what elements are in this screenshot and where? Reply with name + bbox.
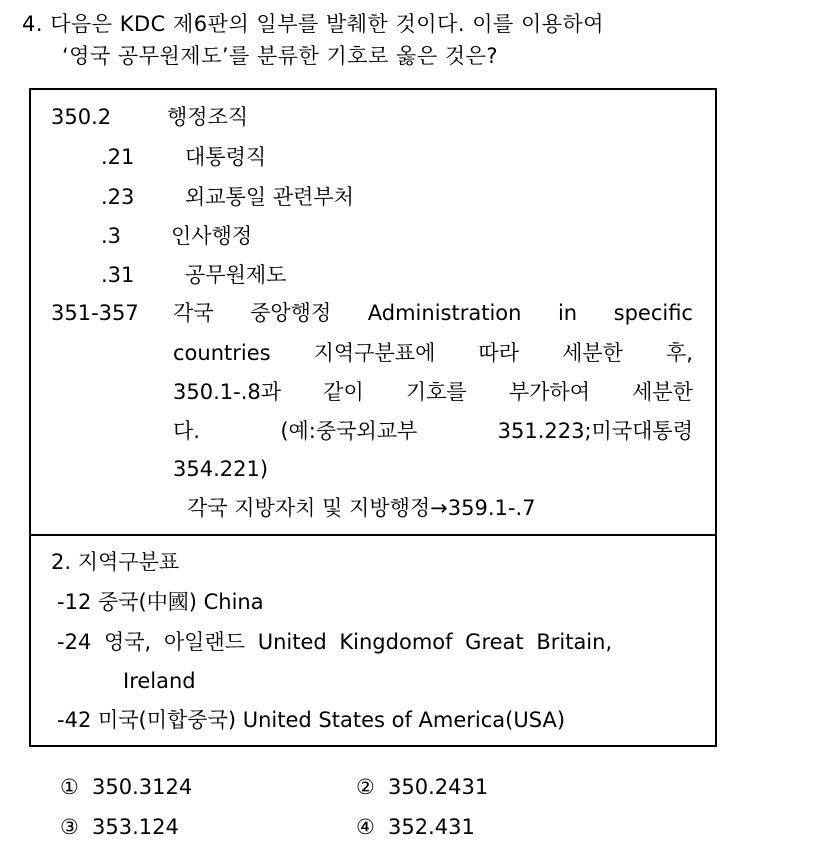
option-3[interactable] bbox=[60, 815, 179, 839]
schedule-code: .21 bbox=[101, 145, 135, 169]
schedule-text: 공무원제도 bbox=[185, 263, 287, 287]
schedule-text: 인사행정 bbox=[171, 224, 253, 248]
entry-line-5: 354.221) bbox=[173, 457, 269, 481]
entry-line-2: countries 지역구분표에 따라 세분한 후, bbox=[173, 341, 693, 365]
area-row-continuation: Ireland bbox=[123, 669, 196, 693]
entry-line-4: 다. (예:중국외교부 351.223;미국대통령 bbox=[173, 419, 693, 443]
option-4[interactable] bbox=[356, 815, 475, 839]
schedule-text: 행정조직 bbox=[167, 105, 249, 129]
excerpt-box bbox=[29, 88, 717, 747]
question-line-1: 4. 다음은 KDC 제6판의 일부를 발췌한 것이다. 이를 이용하여 bbox=[22, 12, 605, 36]
area-row-text: -24 영국, 아일랜드 United Kingdomof Great Britain, bbox=[57, 630, 613, 654]
area-table-title: 2. 지역구분표 bbox=[51, 550, 180, 574]
question-line-2: ‘영국 공무원제도’를 분류한 기호로 옳은 것은? bbox=[62, 44, 499, 68]
entry-line-1: 각국 중앙행정 Administration in specific bbox=[173, 301, 693, 325]
area-row: -12 중국(中國) China bbox=[57, 590, 264, 614]
entry-code: 351-357 bbox=[51, 301, 139, 325]
schedule-code: .3 bbox=[101, 224, 122, 248]
option-value: 350.3124 bbox=[92, 775, 193, 799]
area-row bbox=[57, 629, 693, 655]
option-value: 350.2431 bbox=[388, 775, 489, 799]
option-mark: ④ bbox=[356, 815, 375, 839]
option-value: 352.431 bbox=[388, 815, 475, 839]
schedule-text: 외교통일 관련부처 bbox=[185, 185, 354, 209]
option-2[interactable] bbox=[356, 775, 488, 799]
option-1[interactable] bbox=[60, 775, 192, 799]
entry-line-3: 350.1-.8과 같이 기호를 부가하여 세분한 bbox=[173, 380, 693, 404]
option-value: 353.124 bbox=[92, 815, 179, 839]
option-mark: ③ bbox=[60, 815, 79, 839]
schedule-code: .31 bbox=[101, 263, 135, 287]
schedule-code: 350.2 bbox=[51, 105, 112, 129]
schedule-code: .23 bbox=[101, 185, 135, 209]
schedule-text: 대통령직 bbox=[185, 145, 267, 169]
area-row: -42 미국(미합중국) United States of America(USA) bbox=[57, 708, 566, 732]
option-mark: ② bbox=[356, 775, 375, 799]
option-mark: ① bbox=[60, 775, 79, 799]
see-note: 각국 지방자치 및 지방행정→359.1-.7 bbox=[187, 496, 536, 520]
box-divider bbox=[31, 534, 715, 536]
